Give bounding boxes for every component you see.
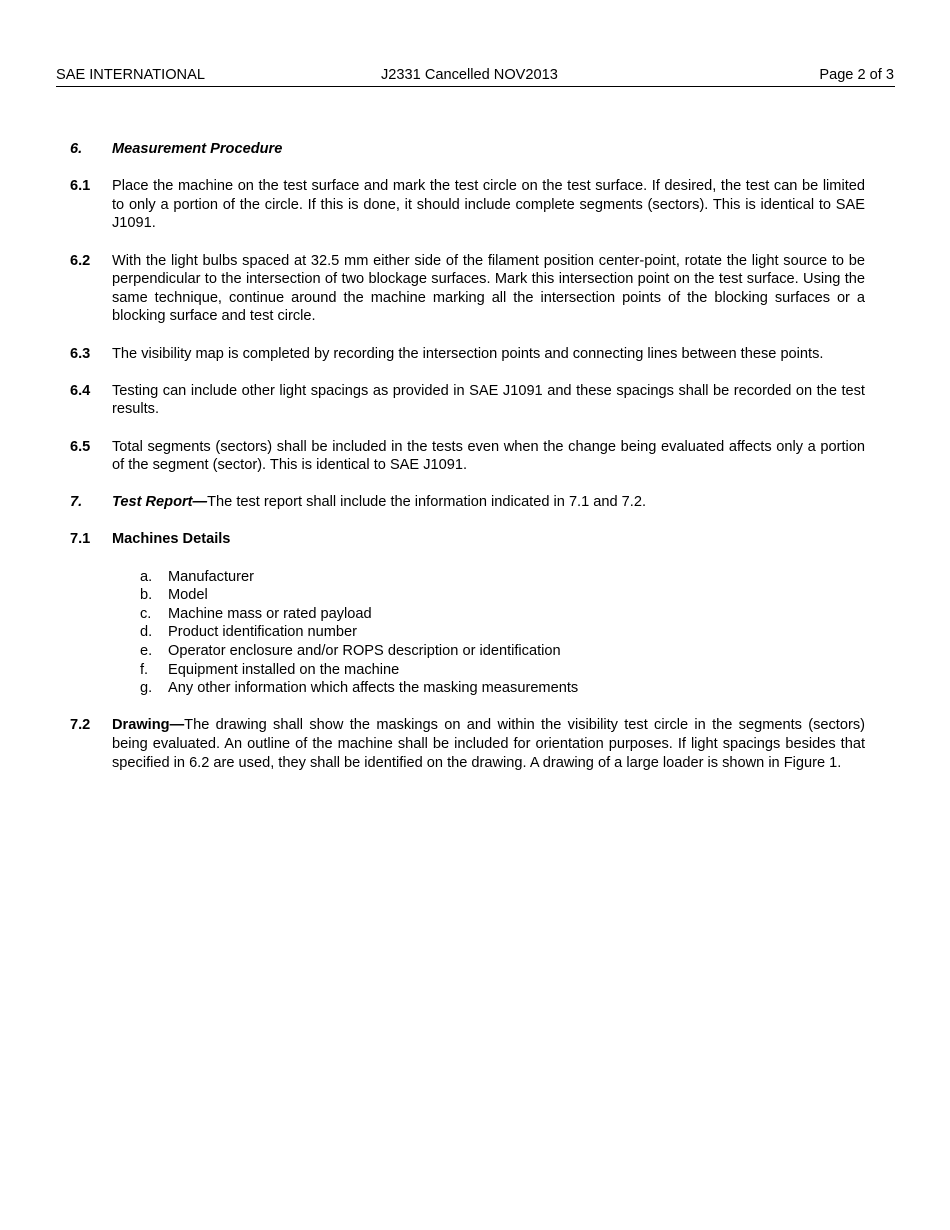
list-item-text: Operator enclosure and/or ROPS description or identification <box>168 643 561 660</box>
list-item <box>70 642 865 661</box>
header-organization: SAE INTERNATIONAL <box>56 67 205 83</box>
machine-details-list <box>70 568 865 698</box>
section-title: Drawing— <box>112 717 185 734</box>
list-item-label: e. <box>140 643 153 660</box>
section-number: 7. <box>70 494 83 511</box>
section-number: 6.5 <box>70 438 91 455</box>
section-6-4 <box>70 382 865 419</box>
section-6-3 <box>70 345 865 364</box>
header-document-id: J2331 Cancelled NOV2013 <box>381 67 558 83</box>
page-header <box>56 66 895 87</box>
list-item-text: Any other information which affects the masking measurements <box>168 680 579 697</box>
list-item-label: a. <box>140 568 153 585</box>
list-item <box>70 661 865 680</box>
list-item-text: Product identification number <box>168 624 358 641</box>
section-6-1 <box>70 177 865 233</box>
section-number: 7.2 <box>70 717 91 734</box>
list-item <box>70 679 865 698</box>
section-text: Testing can include other light spacings as provided in SAE J1091 and these spacings shall be recorded on the test results. <box>112 382 865 418</box>
section-text: Total segments (sectors) shall be included in the tests even when the change being evaluated affects only a portion of the segment (sector). This is identical to SAE J1091. <box>112 438 865 474</box>
list-item-label: f. <box>140 661 149 678</box>
section-7-1 <box>70 530 865 549</box>
section-text: The visibility map is completed by recording the intersection points and connecting lines between these points. <box>112 345 824 362</box>
section-6-5 <box>70 438 865 475</box>
list-item-text: Model <box>168 587 208 604</box>
section-text: With the light bulbs spaced at 32.5 mm either side of the filament position center-point, rotate the light source to be perpendicular to the intersection of two blockage surfaces. Mark this intersection point on the test surface. Using the same technique, continue around the machine marking all the intersection points of the blocking surfaces or a blocking surface and test circle. <box>112 252 865 325</box>
section-number: 6.4 <box>70 382 91 399</box>
list-item <box>70 568 865 587</box>
document-body <box>70 140 865 791</box>
section-text: Place the machine on the test surface and mark the test circle on the test surface. If desired, the test can be limited to only a portion of the circle. If this is done, it should include complete segments (sectors). This is identical to SAE J1091. <box>112 178 865 232</box>
section-text: The drawing shall show the maskings on and within the visibility test circle in the segments (sectors) being evaluated. An outline of the machine shall be included for orientation purposes. If light spacings besides that specified in 6.2 are used, they shall be identified on the drawing. A drawing of a large loader is shown in Figure 1. <box>112 717 865 771</box>
header-page-number: Page 2 of 3 <box>819 67 894 83</box>
section-number: 7.1 <box>70 531 91 548</box>
section-number: 6.2 <box>70 252 91 269</box>
section-7-heading <box>70 493 865 512</box>
section-title: Measurement Procedure <box>112 141 283 157</box>
section-title: Machines Details <box>112 531 231 548</box>
list-item <box>70 586 865 605</box>
section-text: The test report shall include the information indicated in 7.1 and 7.2. <box>207 494 647 511</box>
list-item-label: c. <box>140 605 152 622</box>
list-item-label: b. <box>140 587 153 604</box>
section-7-2 <box>70 716 865 772</box>
section-6-heading <box>70 140 865 159</box>
section-number: 6. <box>70 141 83 157</box>
list-item-text: Equipment installed on the machine <box>168 661 400 678</box>
section-number: 6.3 <box>70 345 91 362</box>
list-item-text: Manufacturer <box>168 568 254 585</box>
list-item-label: g. <box>140 680 153 697</box>
list-item <box>70 623 865 642</box>
section-number: 6.1 <box>70 178 91 195</box>
list-item <box>70 605 865 624</box>
section-title: Test Report— <box>112 494 208 511</box>
list-item-label: d. <box>140 624 153 641</box>
list-item-text: Machine mass or rated payload <box>168 605 372 622</box>
section-6-2 <box>70 252 865 326</box>
